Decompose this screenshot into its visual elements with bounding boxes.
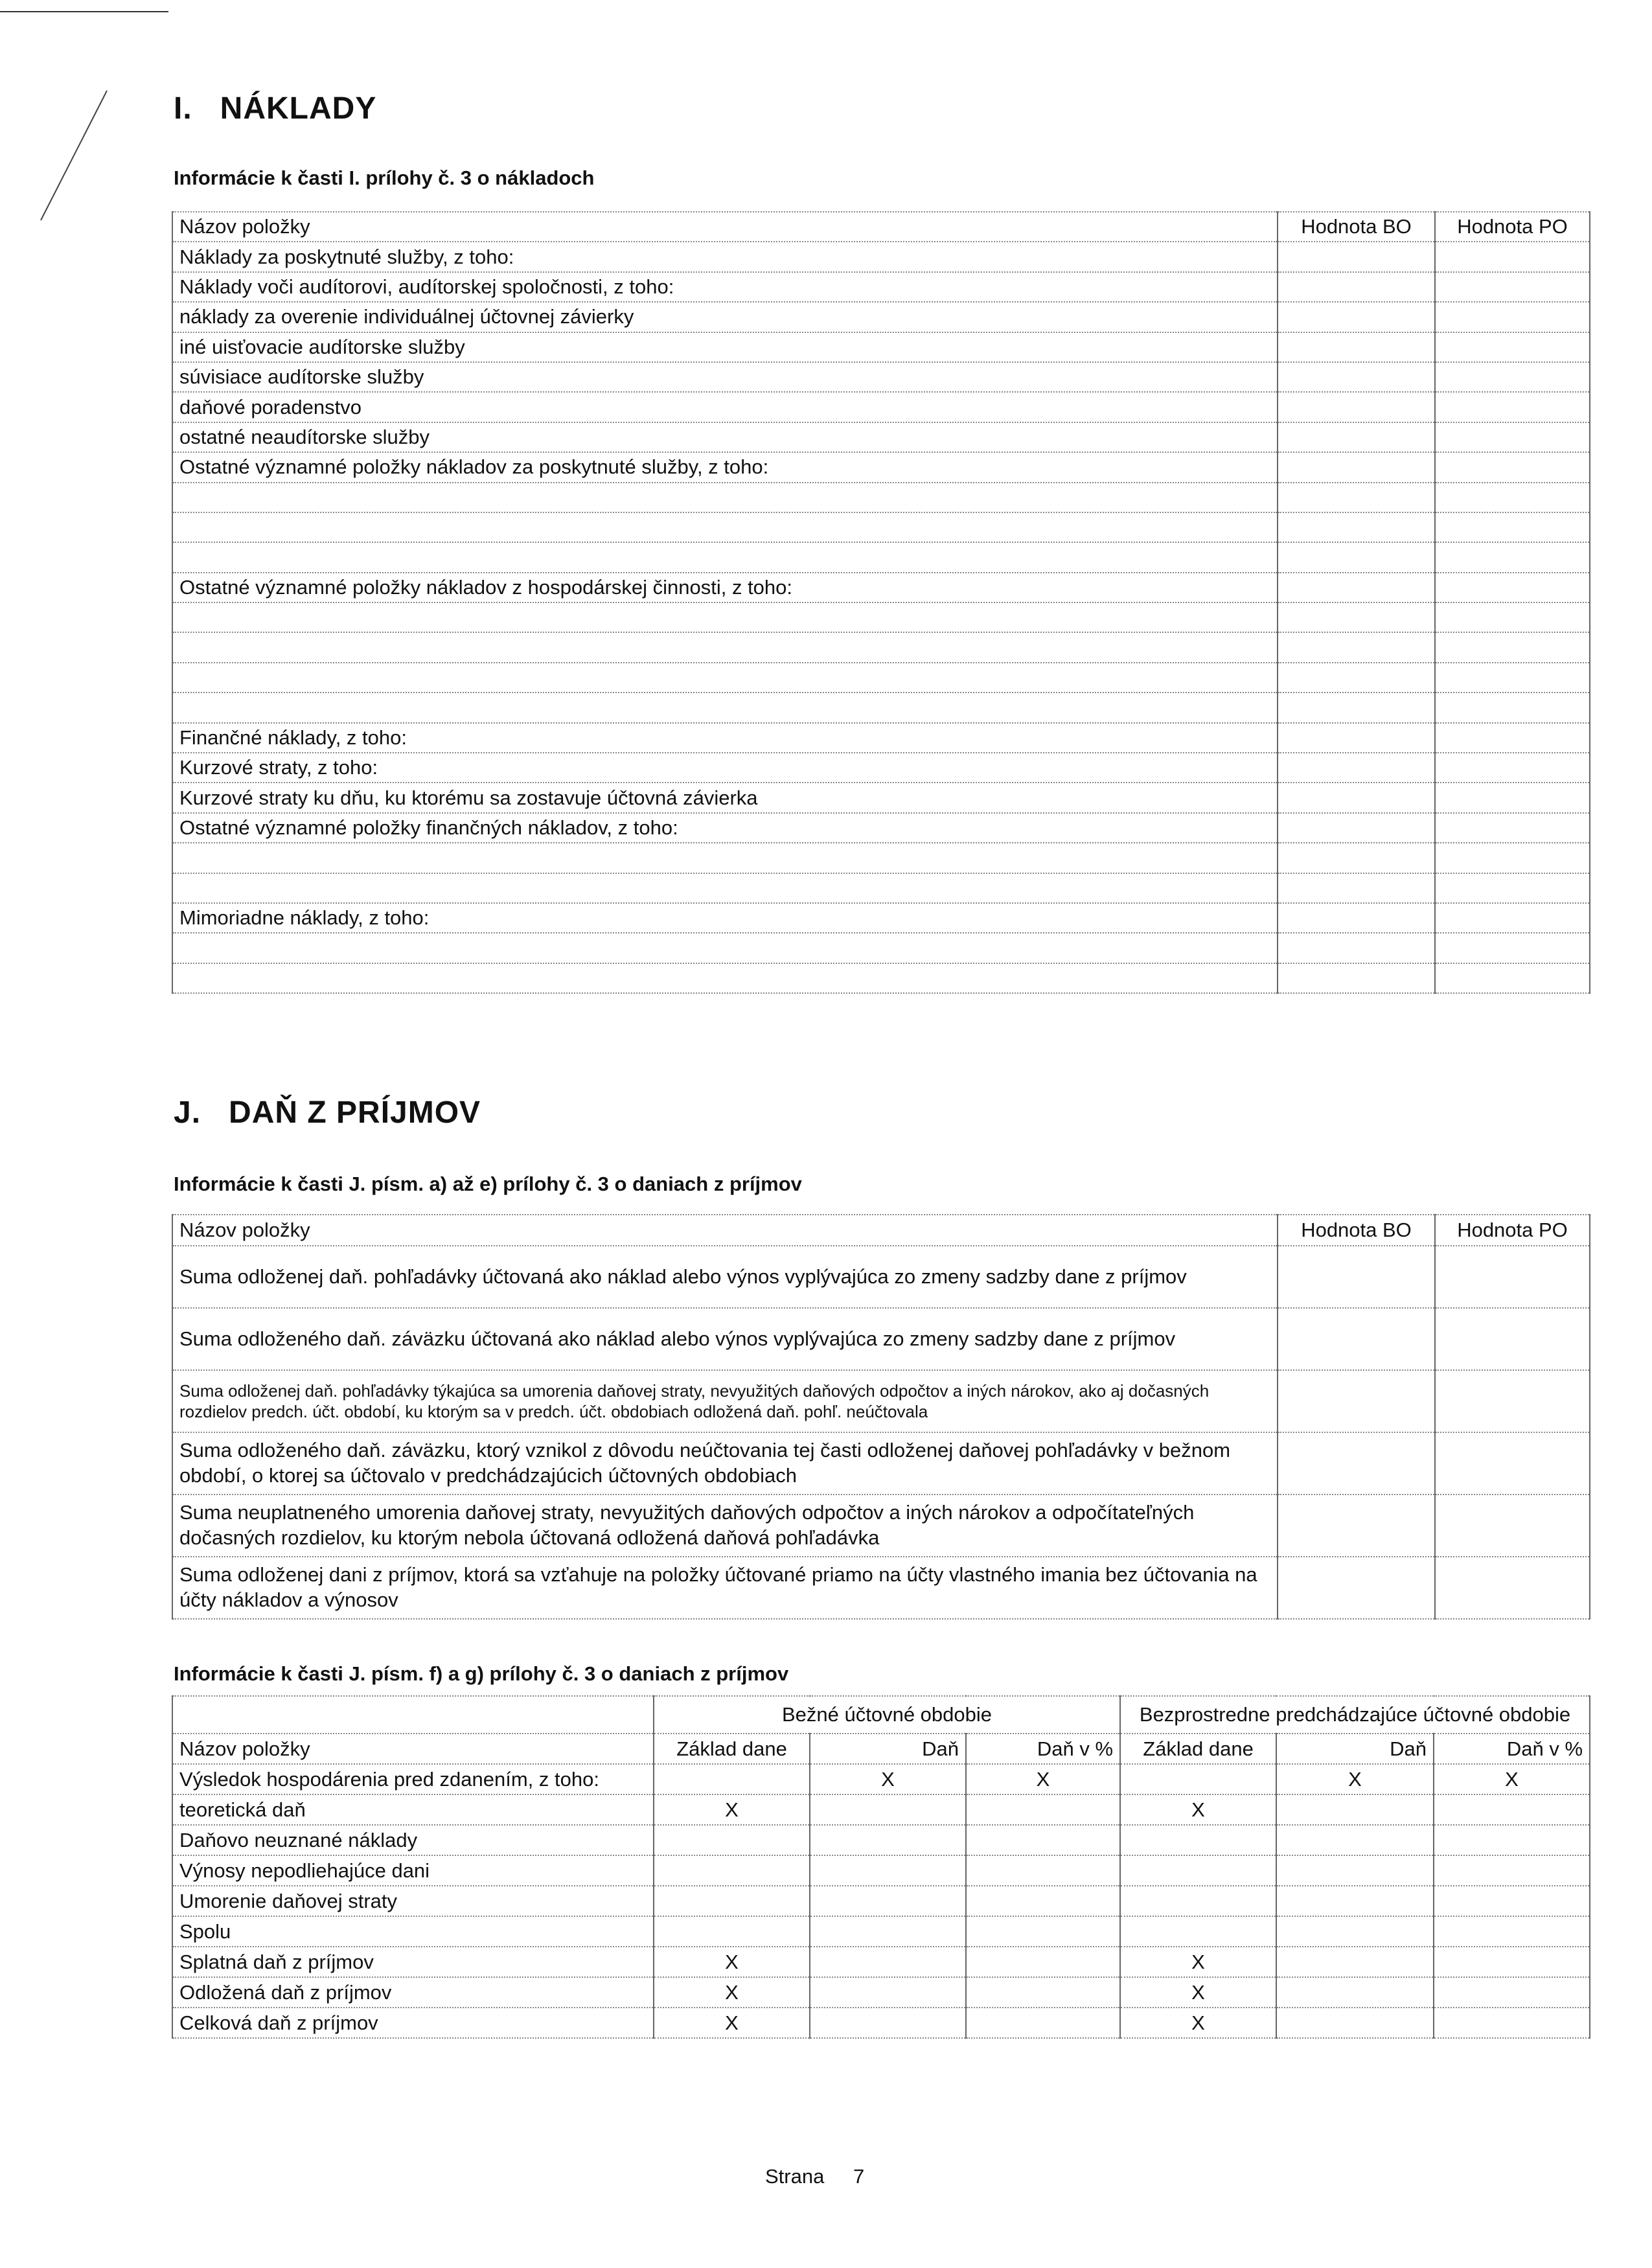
row-label: Náklady voči audítorovi, audítorskej spoločnosti, z toho:	[172, 272, 1278, 302]
top-rule	[0, 11, 168, 12]
value-bo-cell[interactable]	[1278, 813, 1435, 843]
row-label: Výnosy nepodliehajúce dani	[172, 1855, 654, 1886]
value-cell[interactable]	[1434, 1886, 1590, 1916]
row-label-empty[interactable]	[172, 512, 1278, 542]
value-cell[interactable]	[966, 1794, 1120, 1825]
row-label-empty[interactable]	[172, 663, 1278, 693]
table-row	[172, 272, 1590, 302]
table-header	[172, 1215, 1590, 1246]
table-row	[172, 632, 1590, 662]
value-bo-cell[interactable]	[1278, 602, 1435, 632]
row-label: Umorenie daňovej straty	[172, 1886, 654, 1916]
value-cell[interactable]	[810, 1886, 966, 1916]
value-cell[interactable]	[1120, 1886, 1276, 1916]
table-row	[172, 2008, 1590, 2038]
value-po-cell[interactable]	[1435, 1308, 1590, 1370]
value-po-cell[interactable]	[1435, 693, 1590, 722]
table-row	[172, 693, 1590, 722]
row-label-empty[interactable]	[172, 602, 1278, 632]
value-po-cell[interactable]	[1435, 602, 1590, 632]
value-cell[interactable]	[1276, 1886, 1434, 1916]
column-header: Daň v %	[966, 1734, 1120, 1764]
row-label: Ostatné významné položky nákladov za poskytnuté služby, z toho:	[172, 452, 1278, 482]
value-bo-cell[interactable]	[1278, 272, 1435, 302]
not-applicable-mark: X	[1120, 1794, 1276, 1825]
not-applicable-mark: X	[1120, 1947, 1276, 1977]
not-applicable-mark: X	[654, 1794, 810, 1825]
table-row	[172, 813, 1590, 843]
value-po-cell[interactable]	[1435, 362, 1590, 392]
value-cell[interactable]	[1276, 1947, 1434, 1977]
section-i-heading: I. NÁKLADY	[174, 91, 377, 126]
value-bo-cell[interactable]	[1278, 1432, 1435, 1495]
value-po-cell[interactable]	[1435, 753, 1590, 783]
value-bo-cell[interactable]	[1278, 362, 1435, 392]
pen-stroke-mark	[36, 84, 113, 227]
row-label: Kurzové straty ku dňu, ku ktorému sa zostavuje účtovná závierka	[172, 783, 1278, 812]
value-cell[interactable]	[966, 1855, 1120, 1886]
table-row	[172, 302, 1590, 332]
value-bo-cell[interactable]	[1278, 903, 1435, 933]
value-cell[interactable]	[1434, 1947, 1590, 1977]
value-cell[interactable]	[1276, 1825, 1434, 1855]
row-label: Kurzové straty, z toho:	[172, 753, 1278, 783]
value-bo-cell[interactable]	[1278, 1246, 1435, 1308]
table-row	[172, 1916, 1590, 1947]
value-cell[interactable]	[654, 1764, 810, 1794]
value-bo-cell[interactable]	[1278, 573, 1435, 602]
section-j-subtitle-2: Informácie k časti J. písm. f) a g) prílohy č. 3 o daniach z príjmov	[174, 1662, 789, 1685]
row-label: Finančné náklady, z toho:	[172, 723, 1278, 753]
value-cell[interactable]	[1434, 1977, 1590, 2008]
row-label-empty[interactable]	[172, 873, 1278, 903]
column-header-bo: Hodnota BO	[1278, 212, 1435, 242]
row-label: súvisiace audítorske služby	[172, 362, 1278, 392]
value-cell[interactable]	[810, 1825, 966, 1855]
value-bo-cell[interactable]	[1278, 1557, 1435, 1619]
value-cell[interactable]	[966, 1916, 1120, 1947]
header-empty	[172, 1696, 654, 1734]
value-cell[interactable]	[1276, 1977, 1434, 2008]
column-header-name: Názov položky	[172, 1215, 1278, 1246]
value-bo-cell[interactable]	[1278, 542, 1435, 572]
value-cell[interactable]	[810, 1855, 966, 1886]
row-label-empty[interactable]	[172, 632, 1278, 662]
row-label: Náklady za poskytnuté služby, z toho:	[172, 242, 1278, 271]
row-label: Ostatné významné položky nákladov z hospodárskej činnosti, z toho:	[172, 573, 1278, 602]
row-label: Suma odloženého daň. záväzku účtovaná ako náklad alebo výnos vyplývajúca zo zmeny sadzby dane z príjmov	[172, 1308, 1278, 1370]
section-j-subtitle-1: Informácie k časti J. písm. a) až e) prílohy č. 3 o daniach z príjmov	[174, 1173, 802, 1195]
income-tax-table	[172, 1695, 1590, 2039]
table-row	[172, 542, 1590, 572]
value-cell[interactable]	[1120, 1916, 1276, 1947]
row-label: Suma odloženej daň. pohľadávky týkajúca sa umorenia daňovej straty, nevyužitých daňových odpočtov a iných nárokov, ako aj dočasných rozdielov predch. účt. období, ku ktorým sa v predch. účt. obdobiach odložená daň. pohľ. neúčtovala	[172, 1370, 1278, 1432]
value-cell[interactable]	[810, 1977, 966, 2008]
row-label-empty[interactable]	[172, 693, 1278, 722]
value-po-cell[interactable]	[1435, 933, 1590, 963]
column-header: Daň v %	[1434, 1734, 1590, 1764]
row-label: Daňovo neuznané náklady	[172, 1825, 654, 1855]
not-applicable-mark: X	[654, 2008, 810, 2038]
value-bo-cell[interactable]	[1278, 1495, 1435, 1557]
table-row	[172, 1557, 1590, 1619]
value-cell[interactable]	[810, 1794, 966, 1825]
value-cell[interactable]	[1434, 2008, 1590, 2038]
not-applicable-mark: X	[810, 1764, 966, 1794]
value-bo-cell[interactable]	[1278, 422, 1435, 452]
table-row	[172, 1794, 1590, 1825]
row-label: Spolu	[172, 1916, 654, 1947]
table-row	[172, 422, 1590, 452]
value-po-cell[interactable]	[1435, 1557, 1590, 1619]
value-cell[interactable]	[1434, 1916, 1590, 1947]
column-header: Názov položky	[172, 1734, 654, 1764]
value-cell[interactable]	[1276, 2008, 1434, 2038]
deferred-tax-table	[172, 1214, 1590, 1620]
table-row	[172, 1764, 1590, 1794]
page-label: Strana	[765, 2165, 825, 2188]
table-row	[172, 1947, 1590, 1977]
value-cell[interactable]	[1276, 1855, 1434, 1886]
value-cell[interactable]	[966, 1825, 1120, 1855]
costs-table	[172, 211, 1590, 994]
column-header: Daň	[810, 1734, 966, 1764]
not-applicable-mark: X	[1276, 1764, 1434, 1794]
value-cell[interactable]	[1276, 1916, 1434, 1947]
value-po-cell[interactable]	[1435, 332, 1590, 362]
table-row	[172, 1886, 1590, 1916]
period-previous: Bezprostredne predchádzajúce účtovné obdobie	[1120, 1696, 1590, 1734]
row-label: iné uisťovacie audítorske služby	[172, 332, 1278, 362]
table-row	[172, 1432, 1590, 1495]
value-bo-cell[interactable]	[1278, 843, 1435, 873]
value-po-cell[interactable]	[1435, 392, 1590, 422]
table-row	[172, 1825, 1590, 1855]
row-label: Celková daň z príjmov	[172, 2008, 654, 2038]
value-cell[interactable]	[810, 1947, 966, 1977]
row-label: Odložená daň z príjmov	[172, 1977, 654, 2008]
table-row	[172, 452, 1590, 482]
table-header	[172, 212, 1590, 242]
table-row	[172, 1495, 1590, 1557]
table-row	[172, 753, 1590, 783]
table-row	[172, 843, 1590, 873]
table-row	[172, 1246, 1590, 1308]
table-row	[172, 1855, 1590, 1886]
value-cell[interactable]	[810, 2008, 966, 2038]
value-bo-cell[interactable]	[1278, 242, 1435, 271]
value-bo-cell[interactable]	[1278, 663, 1435, 693]
value-bo-cell[interactable]	[1278, 783, 1435, 812]
row-label-empty[interactable]	[172, 963, 1278, 993]
row-label: teoretická daň	[172, 1794, 654, 1825]
not-applicable-mark: X	[1434, 1764, 1590, 1794]
table-row	[172, 663, 1590, 693]
value-bo-cell[interactable]	[1278, 1370, 1435, 1432]
value-cell[interactable]	[654, 1886, 810, 1916]
row-label: Splatná daň z príjmov	[172, 1947, 654, 1977]
value-bo-cell[interactable]	[1278, 332, 1435, 362]
table-row	[172, 512, 1590, 542]
value-cell[interactable]	[1120, 1764, 1276, 1794]
value-cell[interactable]	[966, 1886, 1120, 1916]
value-po-cell[interactable]	[1435, 903, 1590, 933]
column-header-po: Hodnota PO	[1435, 1215, 1590, 1246]
value-po-cell[interactable]	[1435, 873, 1590, 903]
value-cell[interactable]	[966, 1947, 1120, 1977]
value-po-cell[interactable]	[1435, 483, 1590, 512]
value-bo-cell[interactable]	[1278, 753, 1435, 783]
table-row	[172, 362, 1590, 392]
table-row	[172, 933, 1590, 963]
value-po-cell[interactable]	[1435, 272, 1590, 302]
table-row	[172, 783, 1590, 812]
column-header-po: Hodnota PO	[1435, 212, 1590, 242]
value-bo-cell[interactable]	[1278, 1308, 1435, 1370]
value-bo-cell[interactable]	[1278, 452, 1435, 482]
column-header-name: Názov položky	[172, 212, 1278, 242]
value-po-cell[interactable]	[1435, 452, 1590, 482]
value-po-cell[interactable]	[1435, 1370, 1590, 1432]
value-cell[interactable]	[966, 2008, 1120, 2038]
table-row	[172, 332, 1590, 362]
row-label-empty[interactable]	[172, 483, 1278, 512]
table-row	[172, 723, 1590, 753]
row-label-empty[interactable]	[172, 542, 1278, 572]
value-po-cell[interactable]	[1435, 1495, 1590, 1557]
row-label: Suma odloženého daň. záväzku, ktorý vznikol z dôvodu neúčtovania tej časti odloženej daňovej pohľadávky v bežnom období, o ktorej sa účtovalo v predchádzajúcich účtovných obdobiach	[172, 1432, 1278, 1495]
value-po-cell[interactable]	[1435, 813, 1590, 843]
table-row	[172, 1370, 1590, 1432]
value-bo-cell[interactable]	[1278, 302, 1435, 332]
table-row	[172, 602, 1590, 632]
value-bo-cell[interactable]	[1278, 933, 1435, 963]
table-row	[172, 242, 1590, 271]
value-bo-cell[interactable]	[1278, 723, 1435, 753]
value-bo-cell[interactable]	[1278, 963, 1435, 993]
column-header: Základ dane	[654, 1734, 810, 1764]
value-bo-cell[interactable]	[1278, 483, 1435, 512]
not-applicable-mark: X	[1120, 2008, 1276, 2038]
row-label: Mimoriadne náklady, z toho:	[172, 903, 1278, 933]
table-row	[172, 903, 1590, 933]
value-cell[interactable]	[1434, 1825, 1590, 1855]
not-applicable-mark: X	[1120, 1977, 1276, 2008]
value-po-cell[interactable]	[1435, 723, 1590, 753]
period-current: Bežné účtovné obdobie	[654, 1696, 1120, 1734]
value-cell[interactable]	[654, 1825, 810, 1855]
column-header-bo: Hodnota BO	[1278, 1215, 1435, 1246]
row-label: daňové poradenstvo	[172, 392, 1278, 422]
value-po-cell[interactable]	[1435, 302, 1590, 332]
not-applicable-mark: X	[654, 1977, 810, 2008]
not-applicable-mark: X	[654, 1947, 810, 1977]
value-po-cell[interactable]	[1435, 663, 1590, 693]
value-cell[interactable]	[1434, 1794, 1590, 1825]
row-label: Suma neuplatneného umorenia daňovej straty, nevyužitých daňových odpočtov a iných nárokov a odpočítateľných dočasných rozdielov, ku ktorým nebola účtovaná odložená daňová pohľadávka	[172, 1495, 1278, 1557]
table-row	[172, 963, 1590, 993]
value-cell[interactable]	[1276, 1794, 1434, 1825]
table-row	[172, 1977, 1590, 2008]
row-label: ostatné neaudítorske služby	[172, 422, 1278, 452]
value-po-cell[interactable]	[1435, 963, 1590, 993]
table-row	[172, 483, 1590, 512]
value-po-cell[interactable]	[1435, 632, 1590, 662]
page-footer	[765, 2165, 864, 2188]
value-po-cell[interactable]	[1435, 573, 1590, 602]
value-po-cell[interactable]	[1435, 542, 1590, 572]
row-label: Suma odloženej daň. pohľadávky účtovaná ako náklad alebo výnos vyplývajúca zo zmeny sadzby dane z príjmov	[172, 1246, 1278, 1308]
value-cell[interactable]	[810, 1916, 966, 1947]
value-po-cell[interactable]	[1435, 512, 1590, 542]
row-label-empty[interactable]	[172, 933, 1278, 963]
value-po-cell[interactable]	[1435, 843, 1590, 873]
value-po-cell[interactable]	[1435, 783, 1590, 812]
value-po-cell[interactable]	[1435, 422, 1590, 452]
value-cell[interactable]	[654, 1916, 810, 1947]
value-bo-cell[interactable]	[1278, 873, 1435, 903]
section-i-subtitle: Informácie k časti I. prílohy č. 3 o nákladoch	[174, 166, 595, 189]
value-bo-cell[interactable]	[1278, 632, 1435, 662]
value-po-cell[interactable]	[1435, 1432, 1590, 1495]
value-cell[interactable]	[1434, 1855, 1590, 1886]
table-row	[172, 873, 1590, 903]
row-label-empty[interactable]	[172, 843, 1278, 873]
value-cell[interactable]	[1120, 1855, 1276, 1886]
table-row	[172, 392, 1590, 422]
row-label: Ostatné významné položky finančných nákladov, z toho:	[172, 813, 1278, 843]
value-bo-cell[interactable]	[1278, 512, 1435, 542]
value-bo-cell[interactable]	[1278, 392, 1435, 422]
row-label: Suma odloženej dani z príjmov, ktorá sa vzťahuje na položky účtované priamo na účty vlastného imania bez účtovania na účty nákladov a výnosov	[172, 1557, 1278, 1619]
value-cell[interactable]	[1120, 1825, 1276, 1855]
value-bo-cell[interactable]	[1278, 693, 1435, 722]
row-label: náklady za overenie individuálnej účtovnej závierky	[172, 302, 1278, 332]
page-number: 7	[853, 2165, 865, 2188]
period-header-row	[172, 1696, 1590, 1734]
table-row	[172, 573, 1590, 602]
section-j-heading: J. DAŇ Z PRÍJMOV	[174, 1095, 481, 1130]
value-po-cell[interactable]	[1435, 242, 1590, 271]
value-cell[interactable]	[966, 1977, 1120, 2008]
value-cell[interactable]	[654, 1855, 810, 1886]
column-header: Daň	[1276, 1734, 1434, 1764]
not-applicable-mark: X	[966, 1764, 1120, 1794]
value-po-cell[interactable]	[1435, 1246, 1590, 1308]
row-label: Výsledok hospodárenia pred zdanením, z toho:	[172, 1764, 654, 1794]
column-header-row	[172, 1734, 1590, 1764]
table-row	[172, 1308, 1590, 1370]
column-header: Základ dane	[1120, 1734, 1276, 1764]
